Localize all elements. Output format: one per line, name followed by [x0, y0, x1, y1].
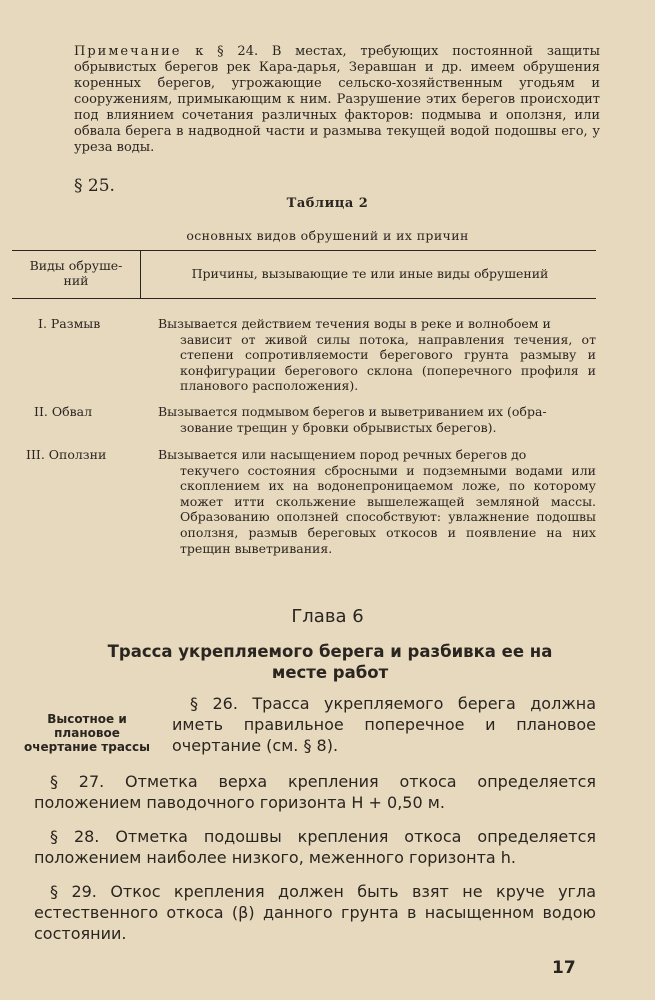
note-to-paragraph-24 [74, 44, 600, 156]
table-title: Таблица 2 [286, 196, 369, 211]
table-row-description [158, 316, 596, 394]
note-text: к § 24. В местах, требующих постоянной защиты обрывистых берегов рек Кара-дарья, Зеравшан и др. имеем обрушения коренных берегов, угрожающие сельско-хозяйственным угодьям и сооружениям, примыкающим к ним. Разрушение этих берегов происходит под влиянием сочетания различных факторов: подмыва и оползня, или обвала берега в надводной части и размыва текущей водой подошвы его, у уреза воды. [74, 44, 600, 155]
margin-heading: Высотное и плановое очертание трассы [24, 712, 150, 754]
paragraph-25-heading: § 25. [74, 176, 115, 196]
table-row-name: II. Обвал [34, 404, 93, 419]
row-desc-rest: зависит от живой силы потока, направления течения, от степени сопротивляемости берегового грунта размыву и конфигурации берегового склона (поперечного профиля и планового расположения). [180, 331, 596, 394]
row-desc-first-line: Вызывается или насыщением пород речных берегов до [158, 447, 527, 462]
chapter-title: Трасса укрепляемого берега и разбивка ее на месте работ [107, 642, 553, 682]
table-row-name: III. Оползни [26, 447, 107, 462]
paragraph-29: § 29. Откос крепления должен быть взят не круче угла естественного откоса (β) данного грунта в насыщенном водою состоянии. [34, 882, 596, 943]
paragraph-27: § 27. Отметка верха крепления откоса определяется положением паводочного горизонта H + 0,50 м. [34, 772, 596, 812]
table-header-rule [12, 298, 596, 299]
table-row-description [158, 447, 596, 556]
row-desc-rest: зование трещин у бровки обрывистых берегов). [180, 419, 497, 435]
paragraph-28: § 28. Отметка подошвы крепления откоса определяется положением наиболее низкого, меженного горизонта h. [34, 827, 596, 867]
row-desc-rest: текучего состояния сбросными и подземными водами или скоплением их на водонепроницаемом ложе, по которому может итти скольжение вышележащей земляной массы. Образованию оползней способствуют: увлажнение подошвы оползня, размыв береговых откосов и появление на них трещин выветривания. [180, 462, 596, 556]
table-row-description [158, 404, 596, 435]
table-header-divider [140, 250, 141, 298]
table-top-rule [12, 250, 596, 251]
table-header-col2: Причины, вызывающие те или иные виды обрушений [191, 266, 549, 281]
table-row-name: I. Размыв [38, 316, 101, 331]
row-desc-first-line: Вызывается действием течения воды в реке и волнобоем и [158, 316, 551, 331]
table-header-col1 [14, 258, 138, 288]
chapter-label: Глава 6 [291, 606, 364, 627]
paragraph-26: § 26. Трасса укрепляемого берега должна иметь правильное поперечное и плановое очертание (см. § 8). [172, 694, 596, 755]
table-header-col1-line2: ний [63, 273, 89, 288]
table-header-col1-line1: Виды обруше- [29, 258, 123, 273]
table-subtitle: основных видов обрушений и их причин [186, 228, 469, 243]
row-desc-first-line: Вызывается подмывом берегов и выветриванием их (обра- [158, 404, 547, 419]
note-lead-word: Примечание [74, 44, 182, 59]
page-number: 17 [552, 958, 576, 978]
